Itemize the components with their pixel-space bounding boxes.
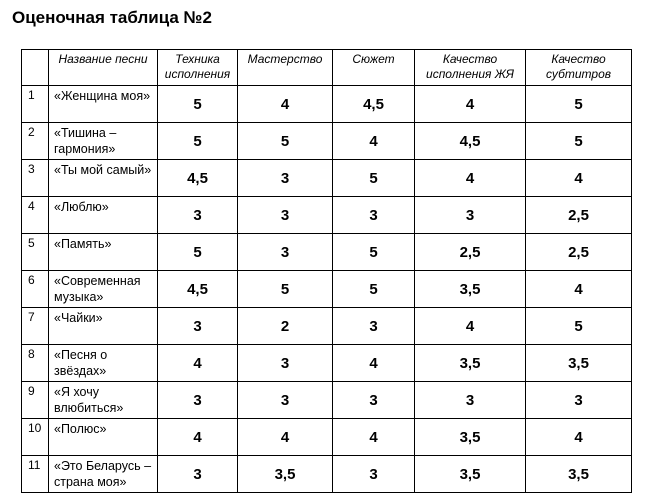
technique-score: 5 — [158, 86, 238, 123]
row-number: 5 — [22, 234, 49, 271]
subtitle-score: 3,5 — [526, 456, 632, 493]
mastery-score: 3 — [238, 382, 333, 419]
subtitle-score: 2,5 — [526, 197, 632, 234]
subtitle-score: 2,5 — [526, 234, 632, 271]
sign-language-score: 3,5 — [415, 419, 526, 456]
table-row — [22, 160, 632, 197]
sign-language-score: 3 — [415, 197, 526, 234]
song-name: «Тишина – гармония» — [49, 123, 158, 160]
header-number — [22, 50, 49, 86]
sign-language-score: 3,5 — [415, 271, 526, 308]
header-performance-technique: Техника исполнения — [158, 50, 238, 86]
header-subtitle-quality: Качество субтитров — [526, 50, 632, 86]
table-row — [22, 86, 632, 123]
row-number: 11 — [22, 456, 49, 493]
header-row — [22, 50, 632, 86]
subtitle-score: 4 — [526, 160, 632, 197]
subtitle-score: 5 — [526, 308, 632, 345]
plot-score: 3 — [333, 197, 415, 234]
score-table — [21, 49, 632, 493]
header-sign-language-quality: Качество исполнения ЖЯ — [415, 50, 526, 86]
table-row — [22, 234, 632, 271]
song-name: «Ты мой самый» — [49, 160, 158, 197]
table-row — [22, 419, 632, 456]
row-number: 10 — [22, 419, 49, 456]
table-row — [22, 456, 632, 493]
plot-score: 5 — [333, 271, 415, 308]
mastery-score: 3 — [238, 234, 333, 271]
table-row — [22, 123, 632, 160]
row-number: 3 — [22, 160, 49, 197]
mastery-score: 5 — [238, 123, 333, 160]
song-name: «Полюс» — [49, 419, 158, 456]
technique-score: 3 — [158, 456, 238, 493]
technique-score: 5 — [158, 123, 238, 160]
sign-language-score: 2,5 — [415, 234, 526, 271]
plot-score: 4 — [333, 123, 415, 160]
plot-score: 3 — [333, 456, 415, 493]
technique-score: 4 — [158, 345, 238, 382]
sign-language-score: 3,5 — [415, 456, 526, 493]
row-number: 8 — [22, 345, 49, 382]
plot-score: 3 — [333, 308, 415, 345]
table-row — [22, 382, 632, 419]
technique-score: 3 — [158, 197, 238, 234]
technique-score: 4 — [158, 419, 238, 456]
row-number: 2 — [22, 123, 49, 160]
song-name: «Люблю» — [49, 197, 158, 234]
subtitle-score: 4 — [526, 419, 632, 456]
sign-language-score: 4 — [415, 308, 526, 345]
header-plot: Сюжет — [333, 50, 415, 86]
plot-score: 4 — [333, 419, 415, 456]
mastery-score: 4 — [238, 86, 333, 123]
technique-score: 4,5 — [158, 160, 238, 197]
table-row — [22, 308, 632, 345]
subtitle-score: 5 — [526, 123, 632, 160]
technique-score: 4,5 — [158, 271, 238, 308]
mastery-score: 2 — [238, 308, 333, 345]
sign-language-score: 4,5 — [415, 123, 526, 160]
plot-score: 4 — [333, 345, 415, 382]
sign-language-score: 3,5 — [415, 345, 526, 382]
mastery-score: 3 — [238, 345, 333, 382]
mastery-score: 5 — [238, 271, 333, 308]
header-song-name: Название песни — [49, 50, 158, 86]
row-number: 1 — [22, 86, 49, 123]
song-name: «Память» — [49, 234, 158, 271]
technique-score: 5 — [158, 234, 238, 271]
table-row — [22, 271, 632, 308]
subtitle-score: 3 — [526, 382, 632, 419]
sign-language-score: 3 — [415, 382, 526, 419]
page-title: Оценочная таблица №2 — [12, 8, 212, 27]
mastery-score: 3 — [238, 160, 333, 197]
song-name: «Женщина моя» — [49, 86, 158, 123]
plot-score: 5 — [333, 160, 415, 197]
table-row — [22, 197, 632, 234]
technique-score: 3 — [158, 382, 238, 419]
song-name: «Современная музыка» — [49, 271, 158, 308]
song-name: «Я хочу влюбиться» — [49, 382, 158, 419]
plot-score: 3 — [333, 382, 415, 419]
table-row — [22, 345, 632, 382]
plot-score: 4,5 — [333, 86, 415, 123]
sign-language-score: 4 — [415, 160, 526, 197]
row-number: 9 — [22, 382, 49, 419]
song-name: «Песня о звёздах» — [49, 345, 158, 382]
technique-score: 3 — [158, 308, 238, 345]
sign-language-score: 4 — [415, 86, 526, 123]
subtitle-score: 5 — [526, 86, 632, 123]
mastery-score: 3,5 — [238, 456, 333, 493]
mastery-score: 3 — [238, 197, 333, 234]
subtitle-score: 4 — [526, 271, 632, 308]
row-number: 4 — [22, 197, 49, 234]
mastery-score: 4 — [238, 419, 333, 456]
song-name: «Чайки» — [49, 308, 158, 345]
row-number: 7 — [22, 308, 49, 345]
song-name: «Это Беларусь – страна моя» — [49, 456, 158, 493]
subtitle-score: 3,5 — [526, 345, 632, 382]
header-mastery: Мастерство — [238, 50, 333, 86]
table-body — [22, 86, 632, 493]
row-number: 6 — [22, 271, 49, 308]
plot-score: 5 — [333, 234, 415, 271]
